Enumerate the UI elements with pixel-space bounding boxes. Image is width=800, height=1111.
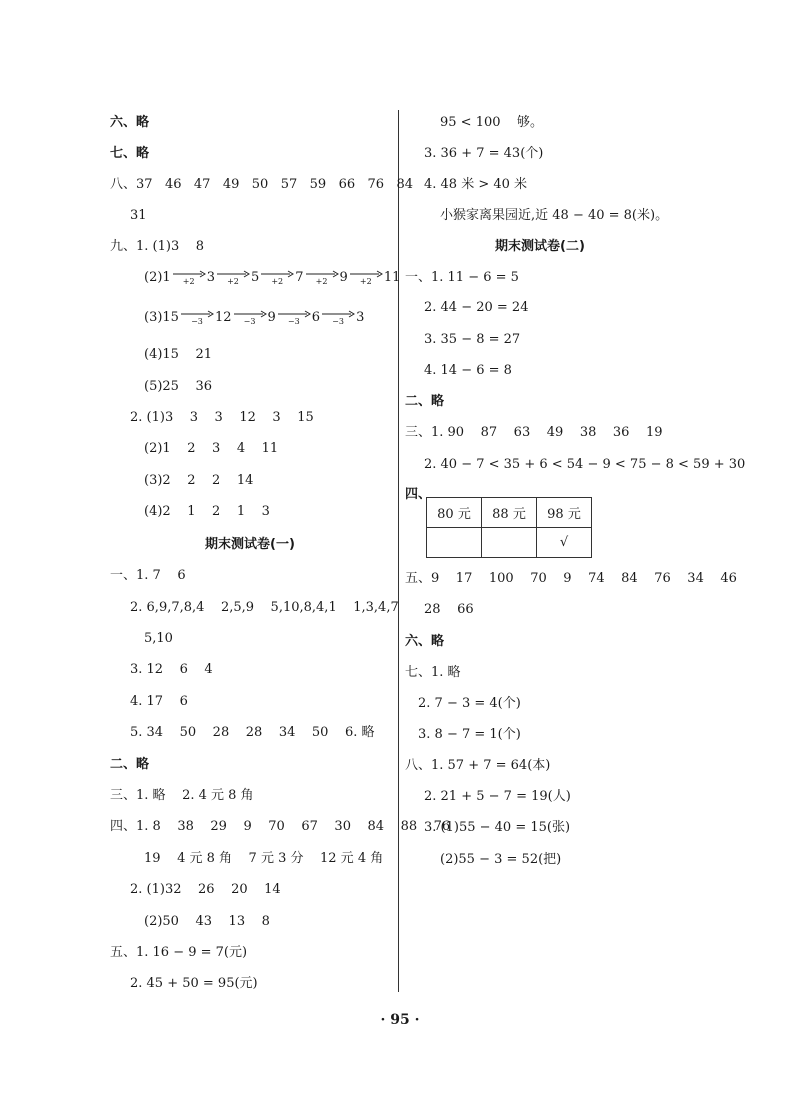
test2-section-1-q4: 4. 14 − 6 = 8 xyxy=(424,363,512,378)
table-row xyxy=(427,498,592,528)
arrow-label: +2 xyxy=(182,277,195,286)
arrow-label: +2 xyxy=(227,277,239,286)
test1-section-1-q1: 一、1. 7 6 xyxy=(110,568,186,583)
test1-section-4-q1: 四、1. 8 38 29 9 70 67 30 84 88 76 xyxy=(110,819,451,834)
arrow-sequence-plus2 xyxy=(144,270,400,286)
test1-section-5-q1: 五、1. 16 − 9 = 7(元) xyxy=(110,945,248,960)
arrow-label: −3 xyxy=(191,317,203,326)
section-9-q2-4: (4)2 1 2 1 3 xyxy=(144,504,270,519)
section-8-answer: 八、37 46 47 49 50 57 59 66 76 84 xyxy=(110,177,413,192)
test1-section-2: 二、略 xyxy=(110,757,150,772)
sequence-value: 5 xyxy=(250,270,260,285)
sequence-value: 12 xyxy=(214,310,232,325)
section-6-answer: 六、略 xyxy=(110,115,150,130)
test2-section-4-label: 四、 xyxy=(405,487,432,502)
sequence-arrow xyxy=(180,310,214,326)
sequence-start: (3)15 xyxy=(144,310,179,325)
sequence-arrow xyxy=(260,270,294,286)
test1-section-5-q2-compare: 95 < 100 够。 xyxy=(440,115,544,130)
sequence-value: 7 xyxy=(295,270,304,285)
section-9-q2-3: (3)2 2 2 14 xyxy=(144,473,254,488)
sequence-value: 3 xyxy=(356,310,365,325)
price-table xyxy=(426,497,592,558)
table-cell xyxy=(482,528,537,558)
test2-section-2: 二、略 xyxy=(405,394,445,409)
sequence-value: 9 xyxy=(339,270,348,285)
sequence-arrow xyxy=(172,270,206,286)
sequence-arrow xyxy=(216,270,250,286)
section-7-answer: 七、略 xyxy=(110,146,150,161)
table-header-cell: 80 元 xyxy=(427,498,482,528)
arrow-label: −3 xyxy=(243,317,256,326)
test1-section-1-q2: 2. 6,9,7,8,4 2,5,9 5,10,8,4,1 1,3,4,7 xyxy=(130,600,399,615)
test2-section-5: 五、9 17 100 70 9 74 84 76 34 46 xyxy=(405,571,737,586)
test2-section-8-q3-2: (2)55 − 3 = 52(把) xyxy=(440,852,562,867)
test2-section-6: 六、略 xyxy=(405,634,445,649)
test2-section-7-q1: 七、1. 略 xyxy=(405,665,461,680)
arrow-sequence-minus3 xyxy=(144,310,364,326)
sequence-value: 11 xyxy=(383,270,401,285)
test2-section-8-q2: 2. 21 + 5 − 7 = 19(人) xyxy=(424,789,571,804)
test1-section-1-q5: 5. 34 50 28 28 34 50 6. 略 xyxy=(130,725,375,740)
section-9-q1-4: (4)15 21 xyxy=(144,347,213,362)
final-test-2-heading: 期末测试卷(二) xyxy=(495,239,585,254)
final-test-1-heading: 期末测试卷(一) xyxy=(205,537,295,552)
table-cell xyxy=(427,528,482,558)
test1-section-3: 三、1. 略 2. 4 元 8 角 xyxy=(110,788,254,803)
column-divider xyxy=(398,110,399,992)
sequence-arrow xyxy=(349,270,383,286)
test2-section-3-q2: 2. 40 − 7 < 35 + 6 < 54 − 9 < 75 − 8 < 59 + 30 xyxy=(424,457,746,472)
arrow-label: +2 xyxy=(271,277,284,286)
table-header-cell: 88 元 xyxy=(482,498,537,528)
test1-section-5-q4: 4. 48 米 > 40 米 xyxy=(424,177,528,192)
section-9-q1-1: 九、1. (1)3 8 xyxy=(110,239,205,254)
test1-section-1-q2-cont: 5,10 xyxy=(144,631,173,646)
test2-section-3-q1: 三、1. 90 87 63 49 38 36 19 xyxy=(405,425,663,440)
test2-section-5-cont: 28 66 xyxy=(424,602,474,617)
test2-section-8-q1: 八、1. 57 + 7 = 64(本) xyxy=(405,758,551,773)
section-9-q2-1: 2. (1)3 3 3 12 3 15 xyxy=(130,410,314,425)
sequence-arrow xyxy=(233,310,267,326)
section-8-answer-cont: 31 xyxy=(130,208,147,223)
test1-section-5-q3: 3. 36 + 7 = 43(个) xyxy=(424,146,544,161)
test2-section-1-q3: 3. 35 − 8 = 27 xyxy=(424,332,521,347)
arrow-label: +2 xyxy=(359,277,372,286)
sequence-value: 9 xyxy=(267,310,276,325)
test2-section-1-q2: 2. 44 − 20 = 24 xyxy=(424,300,529,315)
page-number: · 95 · xyxy=(380,1012,420,1028)
sequence-value: 3 xyxy=(206,270,215,285)
sequence-value: 6 xyxy=(311,310,321,325)
sequence-arrow xyxy=(321,310,355,326)
test1-section-5-q2: 2. 45 + 50 = 95(元) xyxy=(130,976,258,991)
test2-section-7-q2: 2. 7 − 3 = 4(个) xyxy=(418,696,521,711)
section-9-q1-5: (5)25 36 xyxy=(144,379,213,394)
test1-section-5-q4-answer: 小猴家离果园近,近 48 − 40 = 8(米)。 xyxy=(440,208,669,223)
sequence-start: (2)1 xyxy=(144,270,171,285)
test2-section-1-q1: 一、1. 11 − 6 = 5 xyxy=(405,270,519,285)
test1-section-1-q4: 4. 17 6 xyxy=(130,694,188,709)
arrow-label: −3 xyxy=(287,317,300,326)
test1-section-4-q2-1: 2. (1)32 26 20 14 xyxy=(130,882,281,897)
table-header-cell: 98 元 xyxy=(537,498,592,528)
arrow-label: +2 xyxy=(315,277,328,286)
test1-section-4-q2-2: (2)50 43 13 8 xyxy=(144,914,270,929)
table-cell: √ xyxy=(537,528,592,558)
arrow-label: −3 xyxy=(332,317,344,326)
test1-section-1-q3: 3. 12 6 4 xyxy=(130,662,213,677)
table-row xyxy=(427,528,592,558)
test1-section-4-q1-cont: 19 4 元 8 角 7 元 3 分 12 元 4 角 xyxy=(144,851,384,866)
test2-section-8-q3-1: 3. (1)55 − 40 = 15(张) xyxy=(424,820,571,835)
test2-section-7-q3: 3. 8 − 7 = 1(个) xyxy=(418,727,521,742)
section-9-q2-2: (2)1 2 3 4 11 xyxy=(144,441,279,456)
sequence-arrow xyxy=(277,310,311,326)
sequence-arrow xyxy=(305,270,339,286)
